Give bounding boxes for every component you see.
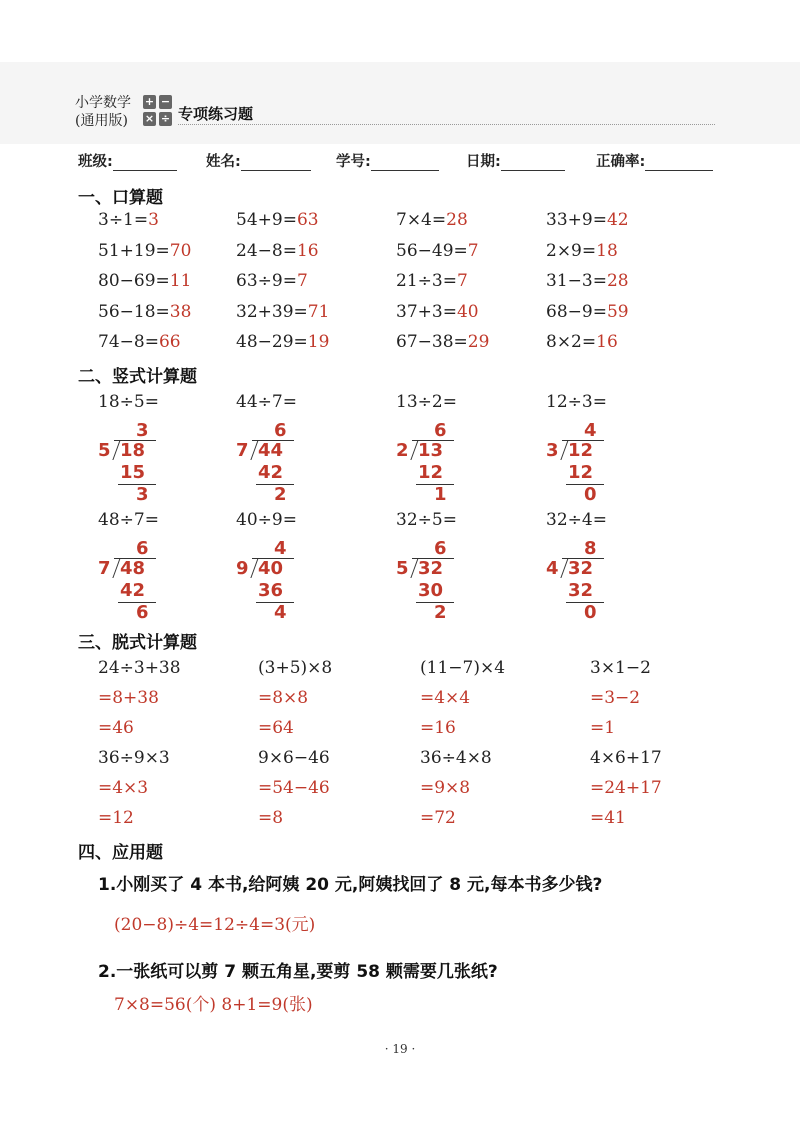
division-question: 32÷4= [546,510,607,530]
top-margin [0,0,800,62]
oral-calc-item [396,241,479,261]
date-field[interactable] [466,150,565,171]
oral-calc-item [396,271,468,291]
header-divider [178,124,715,125]
step-question: 9×6−46 [258,748,330,768]
section-2-title: 二、竖式计算题 [78,367,197,387]
division-question: 18÷5= [98,392,159,412]
question-text: 54+9= [236,210,297,230]
question-text: 56−18= [98,301,170,322]
student-id-label: 学号: [336,154,371,170]
quotient: 6 [136,538,149,559]
oral-calc-item [236,271,308,291]
divisor: 7 [98,558,111,579]
division-question: 48÷7= [98,510,159,530]
divisor: 3 [546,440,559,461]
class-label: 班级: [78,154,113,170]
page-header [0,62,800,144]
oral-calc-item [236,302,329,322]
subtraction-line [256,602,294,603]
long-division [546,420,646,515]
step-2: =72 [420,808,456,828]
question-text: 3÷1= [98,210,149,230]
remainder: 2 [434,602,447,623]
student-id-field[interactable] [336,150,439,171]
step-question: (11−7)×4 [420,658,506,678]
dividend: 32 [418,558,444,579]
answer-text: 16 [296,240,319,261]
answer-text: 42 [606,210,629,230]
name-field[interactable] [206,150,311,171]
divisor: 9 [236,558,249,579]
oral-calc-item [546,302,629,322]
divisor: 7 [236,440,249,461]
quotient: 4 [584,420,597,441]
plus-icon: + [144,95,155,108]
oral-calc-item [546,271,629,291]
step-question: 36÷9×3 [98,748,170,768]
long-division [396,538,496,633]
step-2: =1 [590,718,616,738]
subtraction-line [566,484,604,485]
oral-calc-item [236,210,319,230]
answer-text: 63 [296,210,319,230]
division-question: 32÷5= [396,510,457,530]
step-1: =24+17 [590,778,662,798]
step-2: =12 [98,808,134,828]
dividend: 40 [258,558,284,579]
oral-calc-item [98,332,181,352]
accuracy-blank[interactable] [645,154,713,171]
answer-text: 16 [596,332,618,352]
product: 42 [120,580,146,601]
step-question: 3×1−2 [590,658,651,678]
word-problem-1: 1.小刚买了 4 本书,给阿姨 20 元,阿姨找回了 8 元,每本书多少钱? [98,875,603,895]
dividend: 18 [120,440,146,461]
product: 12 [418,462,444,483]
subtraction-line [118,602,156,603]
oral-calc-item [236,332,329,352]
accuracy-label: 正确率: [596,154,646,170]
remainder: 0 [584,484,597,505]
step-1: =4×3 [98,778,149,798]
quotient: 3 [136,420,149,441]
operator-icons [143,95,173,127]
step-question: (3+5)×8 [258,658,333,678]
brand-line-2: (通用版) [75,113,128,129]
question-text: 33+9= [546,210,607,230]
student-id-blank[interactable] [371,154,439,171]
answer-text: 7 [456,271,468,291]
answer-text: 29 [467,332,490,352]
long-division [98,420,198,515]
long-division [396,420,496,515]
word-problem-2: 2.一张纸可以剪 7 颗五角星,要剪 58 颗需要几张纸? [98,962,498,982]
long-division [236,420,336,515]
question-text: 8×2= [546,332,597,352]
quotient: 8 [584,538,597,559]
dividend: 48 [120,558,146,579]
oral-calc-item [98,241,191,261]
answer-text: 71 [307,301,330,322]
dividend: 13 [418,440,444,461]
step-2: =46 [98,718,134,738]
times-icon: × [144,112,155,125]
answer-text: 18 [596,240,618,261]
name-blank[interactable] [241,154,311,171]
answer-text: 19 [307,332,330,352]
step-1: =9×8 [420,778,471,798]
remainder: 3 [136,484,149,505]
step-1: =3−2 [590,688,641,708]
question-text: 67−38= [396,332,468,352]
division-question: 40÷9= [236,510,297,530]
step-1: =8×8 [258,688,309,708]
page-title: 专项练习题 [178,105,254,123]
section-1-title: 一、口算题 [78,188,163,208]
date-blank[interactable] [501,154,565,171]
class-blank[interactable] [113,154,177,171]
long-division [236,538,336,633]
product: 42 [258,462,284,483]
step-2: =16 [420,718,456,738]
name-label: 姓名: [206,154,241,170]
answer-text: 3 [148,210,159,230]
product: 12 [568,462,594,483]
accuracy-field[interactable] [596,150,713,171]
subtraction-line [416,602,454,603]
dividend: 12 [568,440,594,461]
answer-text: 11 [169,271,192,291]
oral-calc-item [98,271,191,291]
answer-text: 28 [446,210,468,230]
remainder: 4 [274,602,287,623]
subtraction-line [566,602,604,603]
answer-text: 70 [169,240,192,261]
question-text: 31−3= [546,271,607,291]
dividend: 32 [568,558,594,579]
question-text: 2×9= [546,240,597,261]
section-3-title: 三、脱式计算题 [78,633,197,653]
class-field[interactable] [78,150,177,171]
step-question: 36÷4×8 [420,748,492,768]
answer-text: 40 [456,301,479,322]
step-2: =8 [258,808,284,828]
product: 15 [120,462,146,483]
brand-line-1: 小学数学 [75,95,131,111]
step-1: =4×4 [420,688,471,708]
remainder: 2 [274,484,287,505]
divide-icon: ÷ [160,112,171,125]
question-text: 32+39= [236,301,308,322]
quotient: 6 [434,538,447,559]
answer-text: 38 [169,301,192,322]
subtraction-line [416,484,454,485]
product: 30 [418,580,444,601]
word-problem-1-answer: (20−8)÷4=12÷4=3(元) [114,915,316,935]
remainder: 0 [584,602,597,623]
step-question: 24÷3+38 [98,658,181,678]
answer-text: 7 [296,271,308,291]
subtraction-line [118,484,156,485]
product: 36 [258,580,284,601]
step-question: 4×6+17 [590,748,662,768]
date-label: 日期: [466,154,501,170]
quotient: 6 [274,420,287,441]
division-question: 44÷7= [236,392,297,412]
step-1: =54−46 [258,778,330,798]
question-text: 7×4= [396,210,447,230]
minus-icon: − [160,95,171,108]
word-problem-2-answer: 7×8=56(个) 8+1=9(张) [114,995,313,1015]
quotient: 6 [434,420,447,441]
step-1: =8+38 [98,688,159,708]
question-text: 56−49= [396,240,468,261]
step-2: =64 [258,718,294,738]
remainder: 6 [136,602,149,623]
oral-calc-item [546,332,618,352]
oral-calc-item [546,241,618,261]
question-text: 80−69= [98,271,170,291]
quotient: 4 [274,538,287,559]
long-division [98,538,198,633]
oral-calc-item [396,332,489,352]
oral-calc-item [396,302,479,322]
answer-text: 59 [606,301,629,322]
oral-calc-item [396,210,468,230]
answer-text: 28 [606,271,629,291]
question-text: 48−29= [236,332,308,352]
question-text: 24−8= [236,240,297,261]
question-text: 68−9= [546,301,607,322]
question-text: 37+3= [396,301,457,322]
oral-calc-item [98,210,159,230]
page-number: · 19 · [384,1042,416,1056]
division-question: 13÷2= [396,392,457,412]
question-text: 51+19= [98,240,170,261]
divisor: 5 [98,440,111,461]
question-text: 74−8= [98,332,159,352]
step-2: =41 [590,808,626,828]
oral-calc-item [98,302,191,322]
product: 32 [568,580,594,601]
divisor: 4 [546,558,559,579]
oral-calc-item [546,210,629,230]
section-4-title: 四、应用题 [78,843,163,863]
divisor: 5 [396,558,409,579]
division-question: 12÷3= [546,392,607,412]
oral-calc-item [236,241,319,261]
answer-text: 7 [467,240,479,261]
remainder: 1 [434,484,447,505]
question-text: 63÷9= [236,271,297,291]
brand-label [75,94,131,130]
divisor: 2 [396,440,409,461]
long-division [546,538,646,633]
dividend: 44 [258,440,284,461]
subtraction-line [256,484,294,485]
question-text: 21÷3= [396,271,457,291]
answer-text: 66 [158,332,181,352]
